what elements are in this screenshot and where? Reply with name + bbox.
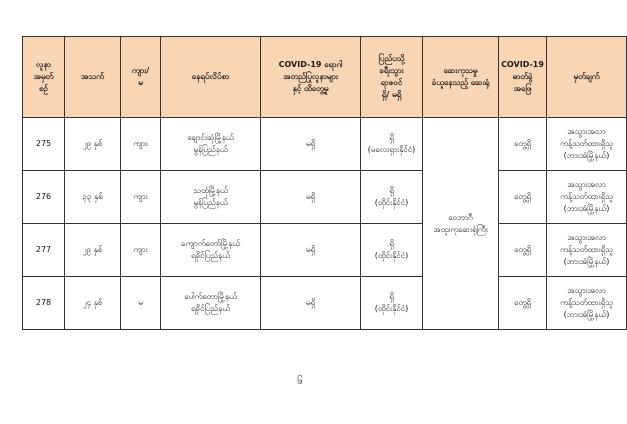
cell-remark: အသွားအလာ ကန့်သတ်ထားရှိသူ (ဘားအံမြို့နယ်) <box>547 224 627 277</box>
cell-remark: အသွားအလာ ကန့်သတ်ထားရှိသူ (ဘားအံမြို့နယ်) <box>547 171 627 224</box>
cell-contact: မရှိ <box>261 277 361 330</box>
cell-travel: ရှိ (ထိုင်းနိုင်ငံ) <box>361 171 423 224</box>
cell-address: ကျောက်တော်မြို့နယ် ရခိုင်ပြည်နယ် <box>161 224 261 277</box>
cell-sex: ကျား <box>121 171 161 224</box>
cell-lab-result: တွေ့ရှိ <box>499 224 547 277</box>
cell-age: ၂၉ နှစ် <box>65 224 121 277</box>
cell-sex: ကျား <box>121 118 161 171</box>
header-address: နေရပ်လိပ်စာ <box>161 37 261 118</box>
cell-contact: မရှိ <box>261 171 361 224</box>
cell-patient-no: 276 <box>23 171 65 224</box>
cell-sex: ကျား <box>121 224 161 277</box>
table-row <box>23 224 627 277</box>
header-hospital: ဆေးကုသမှု ခံယူနေသည့် ဆေးရုံ <box>423 37 499 118</box>
patient-table <box>22 36 627 330</box>
cell-patient-no: 275 <box>23 118 65 171</box>
cell-patient-no: 278 <box>23 277 65 330</box>
cell-sex: မ <box>121 277 161 330</box>
cell-contact: မရှိ <box>261 224 361 277</box>
cell-address: သထုံမြို့နယ် မွန်ပြည်နယ် <box>161 171 261 224</box>
page-number: ၆ <box>297 376 303 387</box>
cell-remark: အသွားအလာ ကန့်သတ်ထားရှိသူ (ဘားအံမြို့နယ်) <box>547 277 627 330</box>
cell-patient-no: 277 <box>23 224 65 277</box>
header-contact: COVID-19 ရောဂါ အတည်ပြုလူနာများ နှင့် ထိတွေ့မှု <box>261 37 361 118</box>
header-remark: မှတ်ချက် <box>547 37 627 118</box>
cell-contact: မရှိ <box>261 118 361 171</box>
cell-travel: ရှိ (မလေးရှားနိုင်ငံ) <box>361 118 423 171</box>
cell-address: ချောင်းဆုံမြို့နယ် မွန်ပြည်နယ် <box>161 118 261 171</box>
header-sex: ကျား/ မ <box>121 37 161 118</box>
cell-lab-result: တွေ့ရှိ <box>499 277 547 330</box>
header-travel-history: ပြည်ပသို့ ခရီးသွား ရာဇဝင် ရှိ/ မရှိ <box>361 37 423 118</box>
table-header-row <box>23 37 627 118</box>
cell-lab-result: တွေ့ရှိ <box>499 171 547 224</box>
cell-address: ပေါက်တောမြို့နယ် ရခိုင်ပြည်နယ် <box>161 277 261 330</box>
header-lab-result: COVID-19 ဓာတ်ခွဲ အဖြေ <box>499 37 547 118</box>
cell-age: ၃၃ နှစ် <box>65 171 121 224</box>
table-row <box>23 171 627 224</box>
table-row <box>23 118 627 171</box>
cell-remark: အသွားအလာ ကန့်သတ်ထားရှိသူ (ဘားအံမြို့နယ်) <box>547 118 627 171</box>
header-age: အသက် <box>65 37 121 118</box>
header-patient-no: လူနာ အမှတ် စဉ် <box>23 37 65 118</box>
cell-lab-result: တွေ့ရှိ <box>499 118 547 171</box>
cell-travel: ရှိ (ထိုင်းနိုင်ငံ) <box>361 277 423 330</box>
cell-hospital: ဝေဘာဂီ အထူးကုဆေးရုံကြီး <box>423 118 499 330</box>
table-row <box>23 277 627 330</box>
cell-age: ၂၄ နှစ် <box>65 277 121 330</box>
cell-age: ၂၉ နှစ် <box>65 118 121 171</box>
cell-travel: ရှိ (ထိုင်းနိုင်ငံ) <box>361 224 423 277</box>
